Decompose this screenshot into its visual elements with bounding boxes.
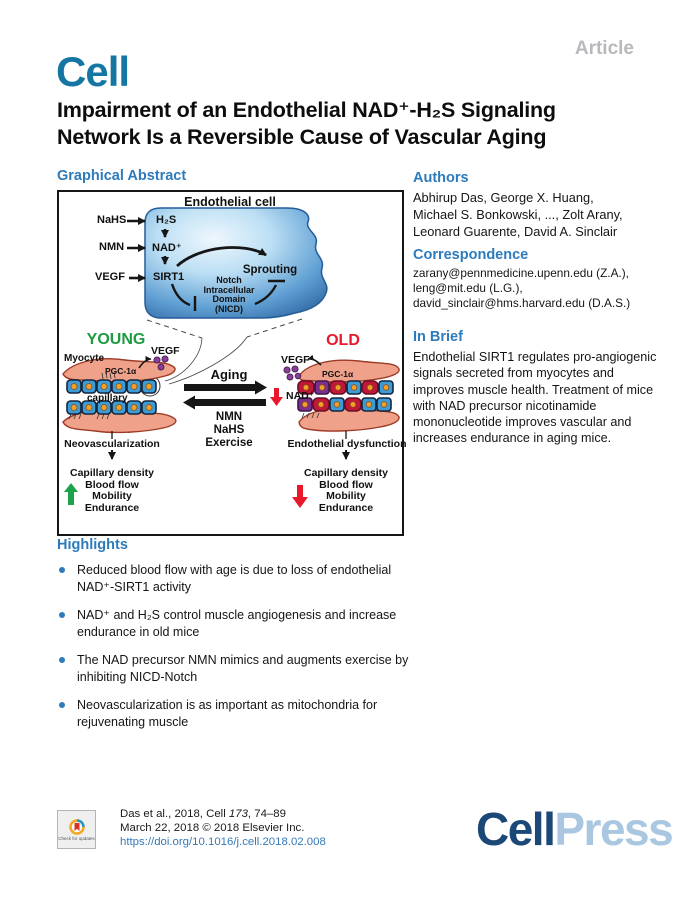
highlight-item xyxy=(57,607,417,640)
endothelial-cell-label: Endothelial cell xyxy=(184,195,276,209)
bullet-icon xyxy=(59,612,65,618)
correspondence-email: leng@mit.edu (L.G.), xyxy=(413,281,523,295)
sprouting-label: Sprouting xyxy=(242,264,298,276)
outcome-mobility: Mobility xyxy=(326,490,366,502)
h2s-label: H₂S xyxy=(156,214,177,226)
vegf-old-label: VEGF xyxy=(281,354,310,366)
citation-date-line: March 22, 2018 © 2018 Elsevier Inc. xyxy=(120,821,305,834)
in-brief-heading: In Brief xyxy=(413,329,463,345)
in-brief-text: Endothelial SIRT1 regulates pro-angiogenic signals secreted from myocytes and improves muscle health. Treatment of mice with NAD precursor nicotinamide mononucleotide improves vascular and increases endurance in aging mice. xyxy=(413,350,657,446)
pgc1a-young-label: PGC-1α xyxy=(105,366,137,376)
correspondence-email: zarany@pennmedicine.upenn.edu (Z.A.), xyxy=(413,266,629,280)
aging-label: Aging xyxy=(210,367,248,382)
authors-line: Abhirup Das, George X. Huang, xyxy=(413,190,594,205)
cellpress-logo-press: Press xyxy=(554,803,673,855)
title-line-2: Network Is a Reversible Cause of Vascular Aging xyxy=(57,125,547,149)
cellpress-logo xyxy=(476,802,672,856)
young-outcomes xyxy=(70,468,154,514)
nicd-line-3: Domain xyxy=(212,294,246,304)
highlight-item xyxy=(57,652,417,685)
red-down-arrow-nad xyxy=(270,388,283,406)
myocyte-label: Myocyte xyxy=(64,353,105,364)
title-line-1: Impairment of an Endothelial NAD⁺-H₂S Signaling xyxy=(57,98,556,122)
pgc1a-old-label: PGC-1α xyxy=(322,369,354,379)
nicd-line-4: (NICD) xyxy=(215,303,243,314)
endothelial-dysfunction-label: Endothelial dysfunction xyxy=(287,438,407,450)
citation-prefix: Das et al., 2018, Cell xyxy=(120,808,229,820)
old-outcomes xyxy=(304,468,388,514)
outcome-mobility: Mobility xyxy=(92,490,132,502)
citation-pages: , 74–89 xyxy=(247,808,286,820)
bullet-icon xyxy=(59,702,65,708)
nmn-label: NMN xyxy=(99,241,125,253)
nmn-center-label: NMN xyxy=(215,411,243,423)
authors-line: Michael S. Bonkowski, ..., Zolt Arany, xyxy=(413,207,623,222)
outcome-endurance: Endurance xyxy=(318,501,374,514)
correspondence-heading: Correspondence xyxy=(413,247,529,263)
highlights-heading: Highlights xyxy=(57,537,128,553)
correspondence-email: david_sinclair@hms.harvard.edu (D.A.S.) xyxy=(413,296,631,310)
check-for-updates-text: Check for updates xyxy=(58,835,95,841)
highlights-section xyxy=(57,537,419,742)
exercise-label: Exercise xyxy=(205,437,253,449)
authors-heading: Authors xyxy=(413,170,469,186)
bullet-icon xyxy=(59,567,65,573)
sirt1-label: SIRT1 xyxy=(153,271,185,283)
nahs-center-label: NaHS xyxy=(213,424,245,436)
authors-line: Leonard Guarente, David A. Sinclair xyxy=(413,224,618,239)
paper-title xyxy=(57,97,657,151)
highlight-item xyxy=(57,562,417,595)
citation-line xyxy=(120,808,326,822)
graphical-abstract-figure xyxy=(57,190,407,536)
doi-link[interactable]: https://doi.org/10.1016/j.cell.2018.02.008 xyxy=(120,835,326,848)
nad-label: NAD⁺ xyxy=(152,242,182,254)
neovascularization-label: Neovascularization xyxy=(64,438,160,450)
outcome-blood-flow: Blood flow xyxy=(85,478,139,491)
young-label: YOUNG xyxy=(86,331,146,348)
outcome-blood-flow: Blood flow xyxy=(319,478,373,491)
highlight-text: Reduced blood flow with age is due to loss of endothelial NAD⁺-SIRT1 activity xyxy=(77,563,392,594)
outcome-capillary-density: Capillary density xyxy=(303,467,389,479)
highlight-text: The NAD precursor NMN mimics and augments exercise by inhibiting NICD-Notch xyxy=(77,653,409,684)
article-type-label: Article xyxy=(574,38,634,59)
authors-list xyxy=(413,189,623,240)
highlight-text: NAD⁺ and H₂S control muscle angiogenesis and increase endurance in old mice xyxy=(77,608,397,639)
check-for-updates-badge[interactable] xyxy=(57,810,96,849)
info-column xyxy=(413,170,681,480)
capillary-label: capillary xyxy=(87,393,128,404)
outcome-capillary-density: Capillary density xyxy=(69,467,155,479)
nicd-line-2: Intracellular xyxy=(203,284,255,295)
correspondence-list xyxy=(413,266,630,311)
old-label: OLD xyxy=(326,332,360,349)
nicd-label xyxy=(203,276,254,314)
highlight-text: Neovascularization is as important as mitochondria for rejuvenating muscle xyxy=(77,698,378,729)
aging-arrows xyxy=(183,381,267,410)
journal-logo: Cell xyxy=(56,48,130,95)
nicd-line-1: Notch xyxy=(216,275,242,285)
highlights-list xyxy=(57,562,419,730)
citation-volume: 173 xyxy=(228,808,248,820)
cellpress-logo-cell: Cell xyxy=(476,803,555,855)
footer-citation xyxy=(120,808,326,849)
graphical-abstract-heading: Graphical Abstract xyxy=(57,168,187,184)
highlight-item xyxy=(57,697,417,730)
check-for-updates-icon xyxy=(69,819,85,835)
bullet-icon xyxy=(59,657,65,663)
nad-old-label: NAD⁺ xyxy=(286,390,315,402)
vegf-input-label: VEGF xyxy=(95,271,125,283)
outcome-endurance: Endurance xyxy=(84,501,140,514)
nahs-label: NaHS xyxy=(97,214,127,226)
vegf-young-label: VEGF xyxy=(151,345,180,357)
